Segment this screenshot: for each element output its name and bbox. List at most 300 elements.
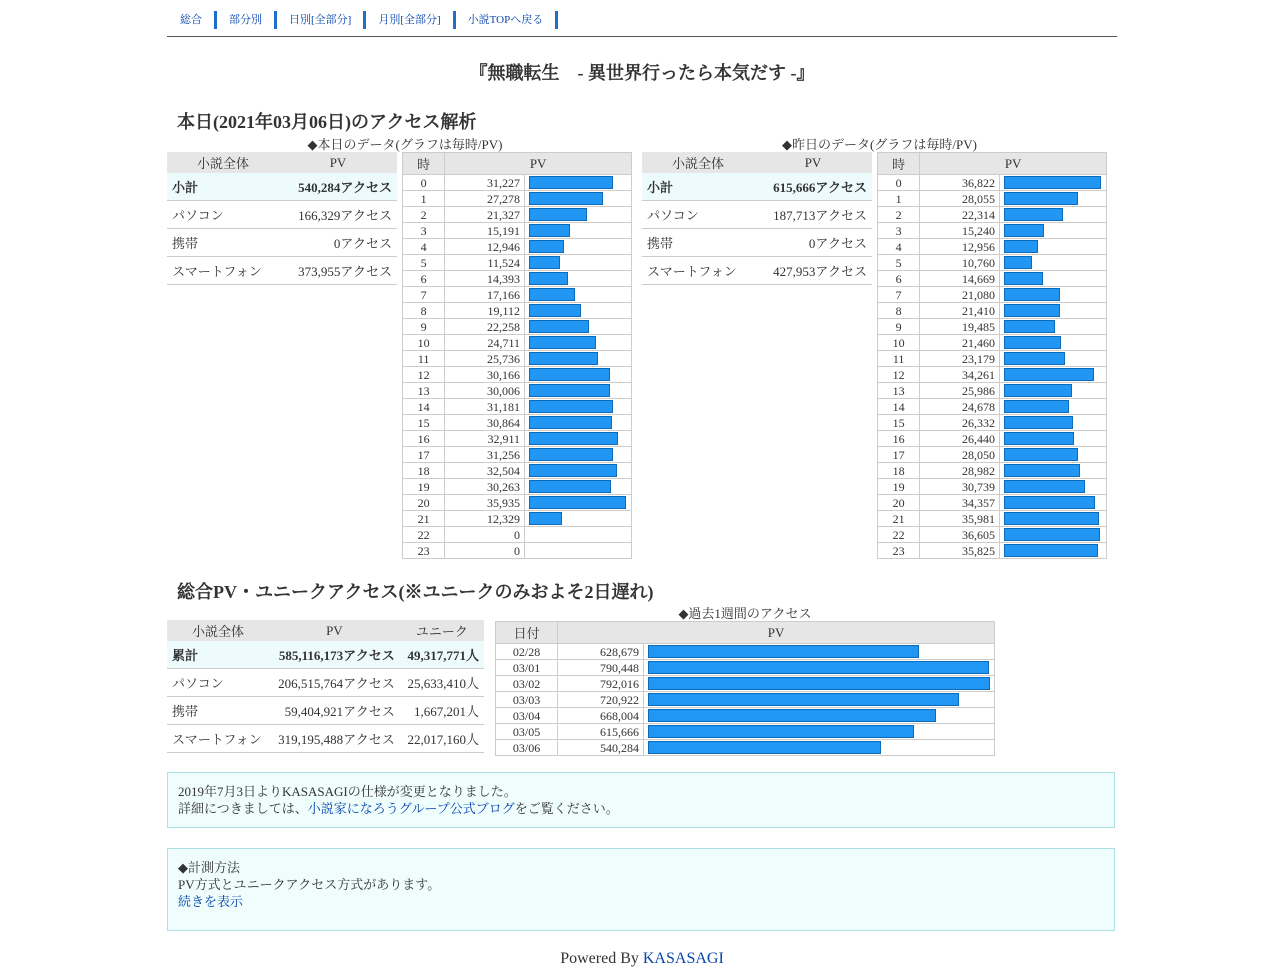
week-pv: 720,922 <box>558 692 644 708</box>
week-date: 03/06 <box>496 740 558 756</box>
total-pv: 319,195,488アクセス <box>269 725 400 753</box>
summary-label: スマートフォン <box>642 257 754 285</box>
bar <box>1004 544 1098 557</box>
hour-label: 15 <box>878 415 920 431</box>
hour-value: 23,179 <box>920 351 1000 367</box>
hour-row <box>403 175 632 191</box>
bar-cell <box>525 495 632 511</box>
hour-value: 30,006 <box>445 383 525 399</box>
notice-text: をご覧ください。 <box>514 801 619 816</box>
total-label: パソコン <box>167 669 269 697</box>
hour-label: 20 <box>403 495 445 511</box>
hour-row <box>403 303 632 319</box>
col-header: 時 <box>878 153 920 175</box>
hour-row <box>878 479 1107 495</box>
bar <box>1004 368 1094 381</box>
bar <box>1004 176 1101 189</box>
week-row <box>496 692 995 708</box>
hour-label: 11 <box>878 351 920 367</box>
hour-value: 22,314 <box>920 207 1000 223</box>
week-row <box>496 724 995 740</box>
bar <box>529 208 587 221</box>
summary-row <box>642 257 872 285</box>
hour-label: 12 <box>878 367 920 383</box>
hour-label: 6 <box>878 271 920 287</box>
bar <box>529 272 568 285</box>
bar-cell <box>1000 319 1107 335</box>
hour-value: 36,605 <box>920 527 1000 543</box>
hour-value: 21,080 <box>920 287 1000 303</box>
hour-value: 12,956 <box>920 239 1000 255</box>
col-header: PV <box>754 152 872 173</box>
hour-row <box>878 255 1107 271</box>
hour-label: 13 <box>403 383 445 399</box>
bar-cell <box>1000 223 1107 239</box>
hour-value: 34,261 <box>920 367 1000 383</box>
yesterday-caption: ◆昨日のデータ(グラフは毎時/PV) <box>782 137 977 152</box>
hour-value: 26,440 <box>920 431 1000 447</box>
method-box <box>167 848 1115 931</box>
hour-label: 7 <box>403 287 445 303</box>
nav-overall[interactable]: 総合 <box>167 11 217 29</box>
bar-cell <box>525 303 632 319</box>
hour-value: 27,278 <box>445 191 525 207</box>
show-more-link[interactable]: 続きを表示 <box>178 894 244 909</box>
bar-cell <box>1000 447 1107 463</box>
hour-label: 12 <box>403 367 445 383</box>
hour-label: 8 <box>403 303 445 319</box>
nav-novel-top[interactable]: 小説TOPへ戻る <box>456 11 559 29</box>
today-hourly-table <box>402 152 632 559</box>
bar <box>529 320 589 333</box>
hour-label: 19 <box>403 479 445 495</box>
summary-value: 615,666アクセス <box>754 173 872 201</box>
bar <box>1004 192 1078 205</box>
bar-cell <box>644 692 995 708</box>
hour-row <box>403 463 632 479</box>
total-summary-table <box>167 620 484 753</box>
bar <box>1004 304 1060 317</box>
hour-value: 21,327 <box>445 207 525 223</box>
hour-row <box>403 479 632 495</box>
bar <box>1004 480 1085 493</box>
hour-value: 10,760 <box>920 255 1000 271</box>
week-date: 03/03 <box>496 692 558 708</box>
hour-row <box>403 495 632 511</box>
bar <box>1004 240 1038 253</box>
bar-cell <box>1000 271 1107 287</box>
bar-cell <box>644 724 995 740</box>
hour-row <box>878 495 1107 511</box>
bar <box>1004 400 1069 413</box>
summary-row <box>167 201 397 229</box>
bar-cell <box>1000 239 1107 255</box>
bar-cell <box>1000 287 1107 303</box>
hour-value: 0 <box>445 527 525 543</box>
bar <box>529 304 581 317</box>
hour-label: 1 <box>403 191 445 207</box>
hour-label: 5 <box>403 255 445 271</box>
total-unique: 49,317,771人 <box>400 641 484 669</box>
bar-cell <box>1000 303 1107 319</box>
today-summary-table <box>167 152 397 285</box>
bar <box>529 352 598 365</box>
bar <box>529 480 611 493</box>
total-pv: 585,116,173アクセス <box>269 641 400 669</box>
summary-row <box>642 229 872 257</box>
bar-cell <box>1000 511 1107 527</box>
hour-value: 28,050 <box>920 447 1000 463</box>
bar <box>1004 256 1032 269</box>
hour-value: 14,393 <box>445 271 525 287</box>
bar-cell <box>525 191 632 207</box>
hour-row <box>403 255 632 271</box>
hour-value: 32,504 <box>445 463 525 479</box>
weekly-table <box>495 621 995 756</box>
bar-cell <box>525 511 632 527</box>
hour-row <box>878 239 1107 255</box>
method-text: PV方式とユニークアクセス方式があります。 <box>178 877 441 892</box>
hour-row <box>403 431 632 447</box>
hour-label: 1 <box>878 191 920 207</box>
hour-value: 32,911 <box>445 431 525 447</box>
summary-label: 小計 <box>167 173 279 201</box>
summary-row <box>642 173 872 201</box>
hour-value: 24,678 <box>920 399 1000 415</box>
bar <box>529 416 612 429</box>
hour-row <box>403 383 632 399</box>
total-row <box>167 641 484 669</box>
hour-label: 5 <box>878 255 920 271</box>
hour-row <box>878 543 1107 559</box>
hour-value: 31,227 <box>445 175 525 191</box>
hour-value: 12,329 <box>445 511 525 527</box>
col-header: 時 <box>403 153 445 175</box>
bar <box>1004 288 1060 301</box>
hour-label: 4 <box>403 239 445 255</box>
hour-row <box>878 351 1107 367</box>
summary-label: パソコン <box>642 201 754 229</box>
bar-cell <box>1000 543 1107 559</box>
col-header: 日付 <box>496 622 558 644</box>
bar <box>529 336 596 349</box>
hour-row <box>403 239 632 255</box>
hour-value: 26,332 <box>920 415 1000 431</box>
total-unique: 22,017,160人 <box>400 725 484 753</box>
hour-label: 2 <box>878 207 920 223</box>
hour-label: 10 <box>878 335 920 351</box>
summary-value: 373,955アクセス <box>279 257 397 285</box>
hour-row <box>878 527 1107 543</box>
hour-row <box>403 543 632 559</box>
hour-label: 0 <box>403 175 445 191</box>
bar-cell <box>1000 463 1107 479</box>
col-header: PV <box>558 622 995 644</box>
total-row <box>167 697 484 725</box>
hour-value: 25,736 <box>445 351 525 367</box>
week-date: 03/01 <box>496 660 558 676</box>
summary-value: 540,284アクセス <box>279 173 397 201</box>
summary-row <box>642 201 872 229</box>
hour-label: 21 <box>403 511 445 527</box>
week-caption: ◆過去1週間のアクセス <box>678 606 812 621</box>
week-pv: 790,448 <box>558 660 644 676</box>
hour-label: 0 <box>878 175 920 191</box>
hour-label: 9 <box>403 319 445 335</box>
bar-cell <box>1000 207 1107 223</box>
footer <box>167 950 1117 968</box>
hour-value: 30,739 <box>920 479 1000 495</box>
bar <box>529 512 562 525</box>
bar-cell <box>525 207 632 223</box>
hour-row <box>403 223 632 239</box>
bar <box>648 741 881 754</box>
hour-row <box>878 447 1107 463</box>
hour-value: 30,263 <box>445 479 525 495</box>
hour-label: 2 <box>403 207 445 223</box>
bar <box>1004 464 1080 477</box>
hour-label: 7 <box>878 287 920 303</box>
hour-row <box>878 191 1107 207</box>
bar-cell <box>525 223 632 239</box>
bar-cell <box>1000 255 1107 271</box>
hour-label: 17 <box>403 447 445 463</box>
bar <box>529 384 610 397</box>
hour-label: 23 <box>403 543 445 559</box>
hour-label: 20 <box>878 495 920 511</box>
bar <box>1004 416 1073 429</box>
hour-row <box>403 351 632 367</box>
bar-cell <box>1000 351 1107 367</box>
hour-row <box>403 207 632 223</box>
bar <box>529 432 618 445</box>
hour-label: 23 <box>878 543 920 559</box>
bar <box>1004 224 1044 237</box>
bar <box>1004 448 1078 461</box>
hour-value: 11,524 <box>445 255 525 271</box>
hour-value: 35,825 <box>920 543 1000 559</box>
bar <box>1004 384 1072 397</box>
hour-value: 28,055 <box>920 191 1000 207</box>
hour-row <box>403 287 632 303</box>
bar-cell <box>525 479 632 495</box>
nav-by-part[interactable]: 部分別 <box>217 11 277 29</box>
hour-value: 35,935 <box>445 495 525 511</box>
week-pv: 615,666 <box>558 724 644 740</box>
bar-cell <box>525 431 632 447</box>
total-row <box>167 669 484 697</box>
hour-value: 19,112 <box>445 303 525 319</box>
bar-cell <box>525 383 632 399</box>
bar <box>529 368 610 381</box>
total-row <box>167 725 484 753</box>
hour-value: 22,258 <box>445 319 525 335</box>
bar-cell <box>644 740 995 756</box>
kasasagi-link[interactable]: KASASAGI <box>642 950 724 967</box>
hour-label: 6 <box>403 271 445 287</box>
bar-cell <box>525 255 632 271</box>
hour-label: 13 <box>878 383 920 399</box>
bar-cell <box>525 543 632 559</box>
hour-row <box>878 463 1107 479</box>
hour-value: 15,240 <box>920 223 1000 239</box>
bar <box>1004 208 1063 221</box>
hour-row <box>878 175 1107 191</box>
hour-label: 17 <box>878 447 920 463</box>
bar-cell <box>525 335 632 351</box>
bar <box>529 176 613 189</box>
total-pv: 206,515,764アクセス <box>269 669 400 697</box>
bar-cell <box>1000 335 1107 351</box>
summary-label: スマートフォン <box>167 257 279 285</box>
hour-row <box>403 447 632 463</box>
today-heading: 本日(2021年03月06日)のアクセス解析 <box>177 112 477 132</box>
bar-cell <box>644 660 995 676</box>
hour-row <box>878 383 1107 399</box>
hour-value: 35,981 <box>920 511 1000 527</box>
bar <box>1004 496 1095 509</box>
hour-row <box>403 335 632 351</box>
hour-row <box>878 303 1107 319</box>
total-label: 携帯 <box>167 697 269 725</box>
hour-row <box>403 415 632 431</box>
hour-label: 11 <box>403 351 445 367</box>
hour-value: 21,460 <box>920 335 1000 351</box>
summary-value: 0アクセス <box>279 229 397 257</box>
hour-row <box>878 431 1107 447</box>
bar <box>648 709 936 722</box>
summary-row <box>167 257 397 285</box>
hour-value: 12,946 <box>445 239 525 255</box>
hour-value: 19,485 <box>920 319 1000 335</box>
hour-row <box>403 527 632 543</box>
hour-row <box>878 335 1107 351</box>
week-pv: 628,679 <box>558 644 644 660</box>
hour-label: 8 <box>878 303 920 319</box>
col-header: 小説全体 <box>642 152 754 173</box>
bar-cell <box>525 351 632 367</box>
bar <box>529 496 626 509</box>
week-row <box>496 644 995 660</box>
bar <box>529 224 570 237</box>
hour-value: 21,410 <box>920 303 1000 319</box>
col-header: 小説全体 <box>167 620 269 641</box>
bar-cell <box>1000 399 1107 415</box>
hour-row <box>878 415 1107 431</box>
bar <box>648 725 914 738</box>
hour-row <box>878 367 1107 383</box>
week-row <box>496 676 995 692</box>
bar <box>1004 512 1099 525</box>
hour-row <box>403 319 632 335</box>
bar <box>648 645 919 658</box>
hour-row <box>878 271 1107 287</box>
hour-row <box>403 271 632 287</box>
official-blog-link[interactable]: 小説家になろうグループ公式ブログ <box>307 801 515 816</box>
bar-cell <box>525 527 632 543</box>
bar-cell <box>525 463 632 479</box>
bar-cell <box>1000 383 1107 399</box>
hour-label: 16 <box>403 431 445 447</box>
bar-cell <box>644 708 995 724</box>
week-row <box>496 740 995 756</box>
week-row <box>496 660 995 676</box>
total-label: 累計 <box>167 641 269 669</box>
bar <box>529 192 603 205</box>
bar <box>529 256 560 269</box>
nav-monthly[interactable]: 月別[全部分] <box>366 11 455 29</box>
hour-label: 18 <box>878 463 920 479</box>
bar <box>529 448 613 461</box>
summary-label: パソコン <box>167 201 279 229</box>
hour-label: 14 <box>403 399 445 415</box>
bar <box>1004 336 1061 349</box>
hour-value: 31,256 <box>445 447 525 463</box>
col-header: PV <box>269 620 400 641</box>
col-header: PV <box>445 153 632 175</box>
hour-value: 36,822 <box>920 175 1000 191</box>
yesterday-hourly-table <box>877 152 1107 559</box>
week-date: 02/28 <box>496 644 558 660</box>
bar-cell <box>525 367 632 383</box>
hour-label: 10 <box>403 335 445 351</box>
hour-value: 0 <box>445 543 525 559</box>
page-title: 『無職転生 - 異世界行ったら本気だす -』 <box>469 63 815 83</box>
hour-value: 30,864 <box>445 415 525 431</box>
bar-cell <box>1000 527 1107 543</box>
hour-label: 18 <box>403 463 445 479</box>
bar <box>1004 432 1074 445</box>
col-header: PV <box>279 152 397 173</box>
hour-label: 15 <box>403 415 445 431</box>
bar-cell <box>1000 431 1107 447</box>
summary-row <box>167 173 397 201</box>
notice-line1: 2019年7月3日よりKASASAGIの仕様が変更となりました。 <box>178 784 517 799</box>
total-unique: 25,633,410人 <box>400 669 484 697</box>
week-date: 03/02 <box>496 676 558 692</box>
total-heading: 総合PV・ユニークアクセス(※ユニークのみおよそ2日遅れ) <box>177 582 654 602</box>
bar-cell <box>525 239 632 255</box>
week-date: 03/05 <box>496 724 558 740</box>
hour-row <box>878 287 1107 303</box>
hour-value: 25,986 <box>920 383 1000 399</box>
hour-value: 30,166 <box>445 367 525 383</box>
hour-label: 4 <box>878 239 920 255</box>
bar-cell <box>525 399 632 415</box>
col-header: ユニーク <box>400 620 484 641</box>
summary-value: 0アクセス <box>754 229 872 257</box>
col-header: PV <box>920 153 1107 175</box>
bar-cell <box>525 175 632 191</box>
hour-row <box>403 191 632 207</box>
bar <box>529 288 575 301</box>
bar-cell <box>1000 415 1107 431</box>
bar-cell <box>525 271 632 287</box>
hour-label: 21 <box>878 511 920 527</box>
hour-row <box>878 399 1107 415</box>
hour-label: 9 <box>878 319 920 335</box>
notice-text: 詳細につきましては、 <box>178 801 308 816</box>
summary-label: 携帯 <box>642 229 754 257</box>
week-row <box>496 708 995 724</box>
bar <box>648 693 959 706</box>
bar <box>1004 320 1055 333</box>
hour-row <box>403 367 632 383</box>
hour-value: 31,181 <box>445 399 525 415</box>
nav-daily[interactable]: 日別[全部分] <box>277 11 366 29</box>
hour-row <box>878 223 1107 239</box>
bar-cell <box>1000 191 1107 207</box>
